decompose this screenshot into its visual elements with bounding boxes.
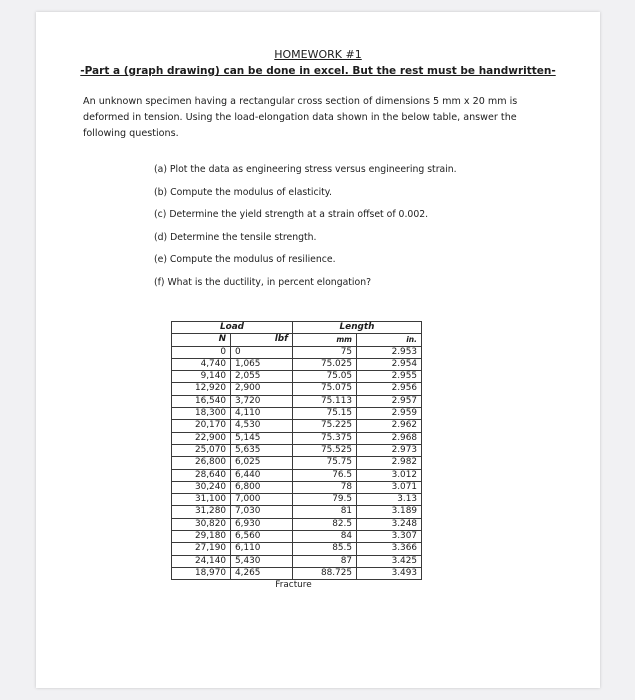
load-n-cell: 12,920	[172, 383, 231, 395]
load-lbf-cell: 7,000	[231, 494, 293, 506]
length-mm-cell: 75.225	[293, 420, 357, 432]
load-n-cell: 26,800	[172, 457, 231, 469]
table-row	[172, 371, 422, 383]
load-n-cell: 18,970	[172, 567, 231, 579]
load-n-cell: 31,100	[172, 494, 231, 506]
load-lbf-cell: 5,145	[231, 432, 293, 444]
question-f: (f) What is the ductility, in percent elongation?	[154, 276, 372, 288]
load-elongation-table	[171, 321, 422, 592]
table-row	[172, 567, 422, 579]
load-lbf-cell: 6,440	[231, 469, 293, 481]
table-row	[172, 518, 422, 530]
load-n-cell: 9,140	[172, 371, 231, 383]
length-in-cell: 2.962	[357, 420, 422, 432]
load-lbf-cell: 0	[231, 346, 293, 358]
length-in-cell: 2.954	[357, 358, 422, 370]
length-in-cell: 2.968	[357, 432, 422, 444]
table-row	[172, 555, 422, 567]
unit-n: N	[172, 334, 231, 346]
table-row	[172, 506, 422, 518]
length-mm-cell: 75.15	[293, 408, 357, 420]
homework-title: HOMEWORK #1	[274, 48, 362, 61]
length-mm-cell: 84	[293, 531, 357, 543]
load-lbf-cell: 6,110	[231, 543, 293, 555]
length-mm-cell: 75.75	[293, 457, 357, 469]
load-lbf-cell: 5,430	[231, 555, 293, 567]
table-row	[172, 469, 422, 481]
table-row	[172, 494, 422, 506]
table-row	[172, 432, 422, 444]
length-in-cell: 2.957	[357, 395, 422, 407]
load-lbf-cell: 5,635	[231, 444, 293, 456]
length-mm-cell: 81	[293, 506, 357, 518]
load-n-cell: 22,900	[172, 432, 231, 444]
question-d: (d) Determine the tensile strength.	[154, 231, 317, 243]
table-row	[172, 531, 422, 543]
load-lbf-cell: 6,025	[231, 457, 293, 469]
length-in-cell: 3.13	[357, 494, 422, 506]
length-in-cell: 3.307	[357, 531, 422, 543]
length-mm-cell: 75.525	[293, 444, 357, 456]
length-in-cell: 3.248	[357, 518, 422, 530]
table-row	[172, 408, 422, 420]
length-mm-cell: 79.5	[293, 494, 357, 506]
question-c: (c) Determine the yield strength at a strain offset of 0.002.	[154, 209, 429, 221]
table-row	[172, 543, 422, 555]
length-mm-cell: 88.725	[293, 567, 357, 579]
load-lbf-cell: 6,800	[231, 481, 293, 493]
table-row	[172, 481, 422, 493]
length-mm-cell: 75.05	[293, 371, 357, 383]
length-mm-cell: 76.5	[293, 469, 357, 481]
table-unit-header	[172, 334, 422, 346]
load-lbf-cell: 4,265	[231, 567, 293, 579]
load-n-cell: 24,140	[172, 555, 231, 567]
length-in-cell: 2.955	[357, 371, 422, 383]
load-n-cell: 30,820	[172, 518, 231, 530]
load-n-cell: 25,070	[172, 444, 231, 456]
length-in-cell: 2.959	[357, 408, 422, 420]
table-row	[172, 358, 422, 370]
load-n-cell: 28,640	[172, 469, 231, 481]
table-row	[172, 420, 422, 432]
length-in-cell: 3.366	[357, 543, 422, 555]
question-list	[154, 162, 554, 298]
length-mm-cell: 75.375	[293, 432, 357, 444]
length-mm-cell: 87	[293, 555, 357, 567]
length-in-cell: 3.012	[357, 469, 422, 481]
table-row	[172, 346, 422, 358]
question-a: (a) Plot the data as engineering stress versus engineering strain.	[154, 164, 457, 175]
length-mm-cell: 75.113	[293, 395, 357, 407]
load-lbf-cell: 4,110	[231, 408, 293, 420]
length-in-cell: 3.493	[357, 567, 422, 579]
length-header: Length	[293, 322, 422, 334]
load-n-cell: 16,540	[172, 395, 231, 407]
length-in-cell: 2.956	[357, 383, 422, 395]
load-n-cell: 4,740	[172, 358, 231, 370]
length-mm-cell: 78	[293, 481, 357, 493]
load-n-cell: 20,170	[172, 420, 231, 432]
load-lbf-cell: 6,560	[231, 531, 293, 543]
load-n-cell: 18,300	[172, 408, 231, 420]
table-row	[172, 444, 422, 456]
length-mm-cell: 82.5	[293, 518, 357, 530]
question-e: (e) Compute the modulus of resilience.	[154, 254, 336, 266]
length-in-cell: 2.953	[357, 346, 422, 358]
unit-in: in.	[357, 334, 422, 346]
length-mm-cell: 85.5	[293, 543, 357, 555]
load-lbf-cell: 6,930	[231, 518, 293, 530]
length-in-cell: 3.071	[357, 481, 422, 493]
table-group-header	[172, 322, 422, 334]
table-row	[172, 457, 422, 469]
load-n-cell: 30,240	[172, 481, 231, 493]
homework-subtitle: -Part a (graph drawing) can be done in excel. But the rest must be handwritten-	[80, 65, 556, 77]
length-mm-cell: 75.075	[293, 383, 357, 395]
fracture-label: Fracture	[275, 580, 312, 591]
load-n-cell: 31,280	[172, 506, 231, 518]
load-lbf-cell: 2,900	[231, 383, 293, 395]
load-lbf-cell: 7,030	[231, 506, 293, 518]
load-header: Load	[172, 322, 293, 334]
load-lbf-cell: 1,065	[231, 358, 293, 370]
length-in-cell: 2.982	[357, 457, 422, 469]
length-mm-cell: 75.025	[293, 358, 357, 370]
length-in-cell: 3.189	[357, 506, 422, 518]
fracture-empty-cell	[357, 580, 422, 592]
document-page	[36, 12, 600, 688]
problem-statement: An unknown specimen having a rectangular cross section of dimensions 5 mm x 20 mm is deformed in tension. Using the load-elongation data shown in the below table, answer the following questions.	[83, 96, 518, 139]
unit-mm: mm	[293, 334, 357, 346]
load-lbf-cell: 4,530	[231, 420, 293, 432]
table-row	[172, 395, 422, 407]
fracture-row	[172, 580, 422, 592]
load-n-cell: 29,180	[172, 531, 231, 543]
table-row	[172, 383, 422, 395]
length-mm-cell: 75	[293, 346, 357, 358]
length-in-cell: 2.973	[357, 444, 422, 456]
length-in-cell: 3.425	[357, 555, 422, 567]
load-n-cell: 27,190	[172, 543, 231, 555]
load-n-cell: 0	[172, 346, 231, 358]
question-b: (b) Compute the modulus of elasticity.	[154, 186, 332, 198]
load-lbf-cell: 2,055	[231, 371, 293, 383]
fracture-empty-cell	[172, 580, 231, 592]
unit-lbf: lbf	[231, 334, 293, 346]
load-lbf-cell: 3,720	[231, 395, 293, 407]
